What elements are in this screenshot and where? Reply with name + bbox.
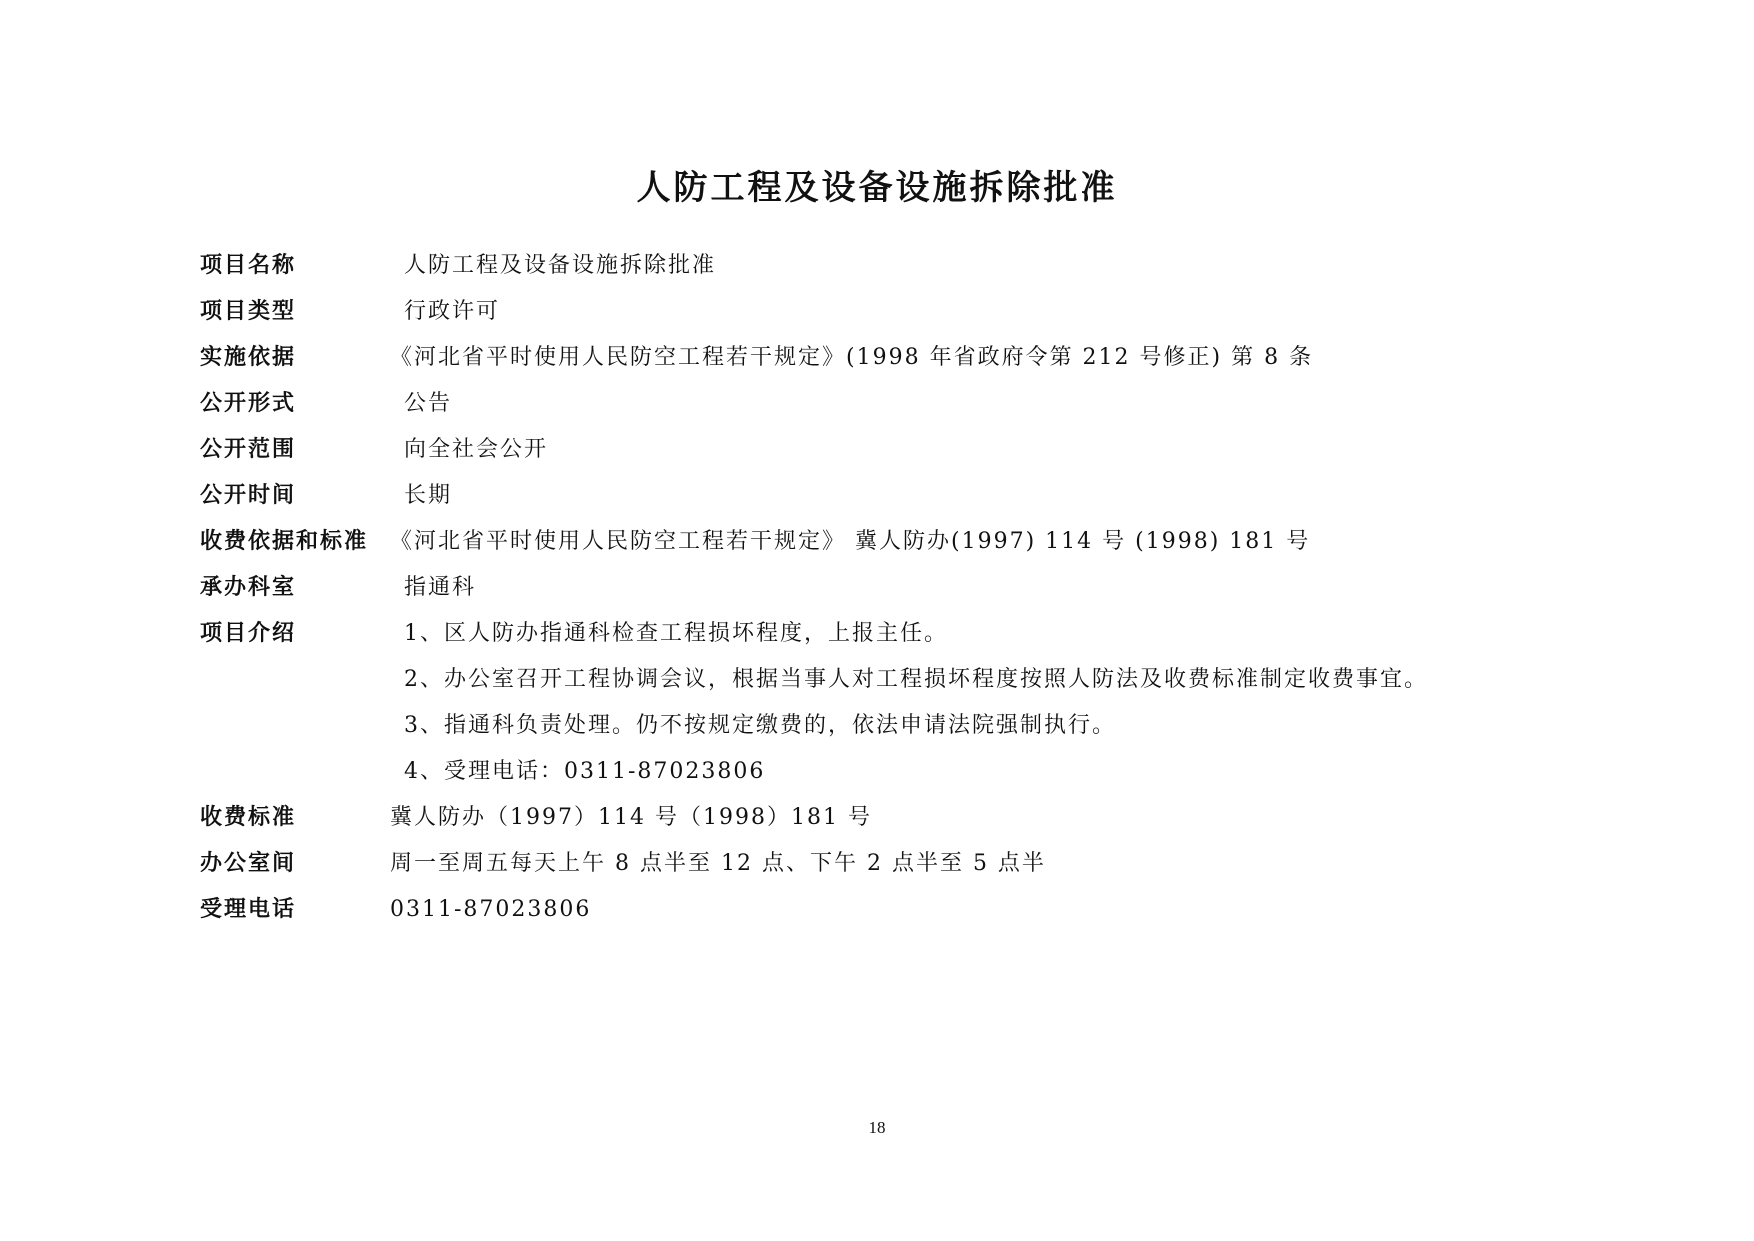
field-label: 项目介绍 — [200, 621, 297, 646]
field-label: 收费标准 — [200, 805, 297, 830]
intro-line: 3、指通科负责处理。仍不按规定缴费的，依法申请法院强制执行。 — [404, 713, 1116, 738]
field-label: 收费依据和标准 — [200, 529, 369, 554]
field-value: 0311-87023806 — [390, 897, 592, 922]
field-row-phone — [200, 887, 1560, 933]
field-value: 《河北省平时使用人民防空工程若干规定》 冀人防办(1997) 114 号 (1998) 181 号 — [390, 529, 1311, 554]
intro-line: 1、区人防办指通科检查工程损坏程度，上报主任。 — [404, 621, 948, 646]
info-table — [200, 243, 1560, 933]
field-value: 冀人防办（1997）114 号（1998）181 号 — [390, 805, 872, 830]
field-label: 项目名称 — [200, 253, 297, 278]
field-row-project-name — [200, 243, 1560, 289]
field-value: 指通科 — [404, 575, 477, 600]
field-label: 承办科室 — [200, 575, 297, 600]
field-label: 公开时间 — [200, 483, 297, 508]
field-value: 《河北省平时使用人民防空工程若干规定》(1998 年省政府令第 212 号修正) 第 8 条 — [390, 345, 1314, 370]
field-row-fee-basis — [200, 519, 1560, 565]
field-row-disclosure-time — [200, 473, 1560, 519]
field-row-legal-basis — [200, 335, 1560, 381]
field-label: 项目类型 — [200, 299, 297, 324]
field-value: 人防工程及设备设施拆除批准 — [404, 253, 717, 278]
field-row-project-intro — [200, 611, 1560, 795]
field-row-disclosure-scope — [200, 427, 1560, 473]
field-value: 向全社会公开 — [404, 437, 549, 462]
field-row-department — [200, 565, 1560, 611]
field-value: 长期 — [404, 483, 453, 508]
field-label: 公开形式 — [200, 391, 297, 416]
field-row-fee-standard — [200, 795, 1560, 841]
field-label: 办公室间 — [200, 851, 297, 876]
field-label: 公开范围 — [200, 437, 297, 462]
field-value: 周一至周五每天上午 8 点半至 12 点、下午 2 点半至 5 点半 — [390, 851, 1046, 876]
field-row-project-type — [200, 289, 1560, 335]
field-row-disclosure-form — [200, 381, 1560, 427]
intro-line: 2、办公室召开工程协调会议，根据当事人对工程损坏程度按照人防法及收费标准制定收费事宜。 — [404, 667, 1429, 692]
intro-lines — [390, 611, 1560, 795]
field-label: 实施依据 — [200, 345, 297, 370]
field-value: 行政许可 — [404, 299, 501, 324]
intro-line: 4、受理电话：0311-87023806 — [404, 759, 766, 784]
field-value: 公告 — [404, 391, 453, 416]
field-label: 受理电话 — [200, 897, 297, 922]
field-row-office-hours — [200, 841, 1560, 887]
page-title: 人防工程及设备设施拆除批准 — [636, 168, 1118, 208]
page-number: 18 — [868, 1118, 886, 1137]
